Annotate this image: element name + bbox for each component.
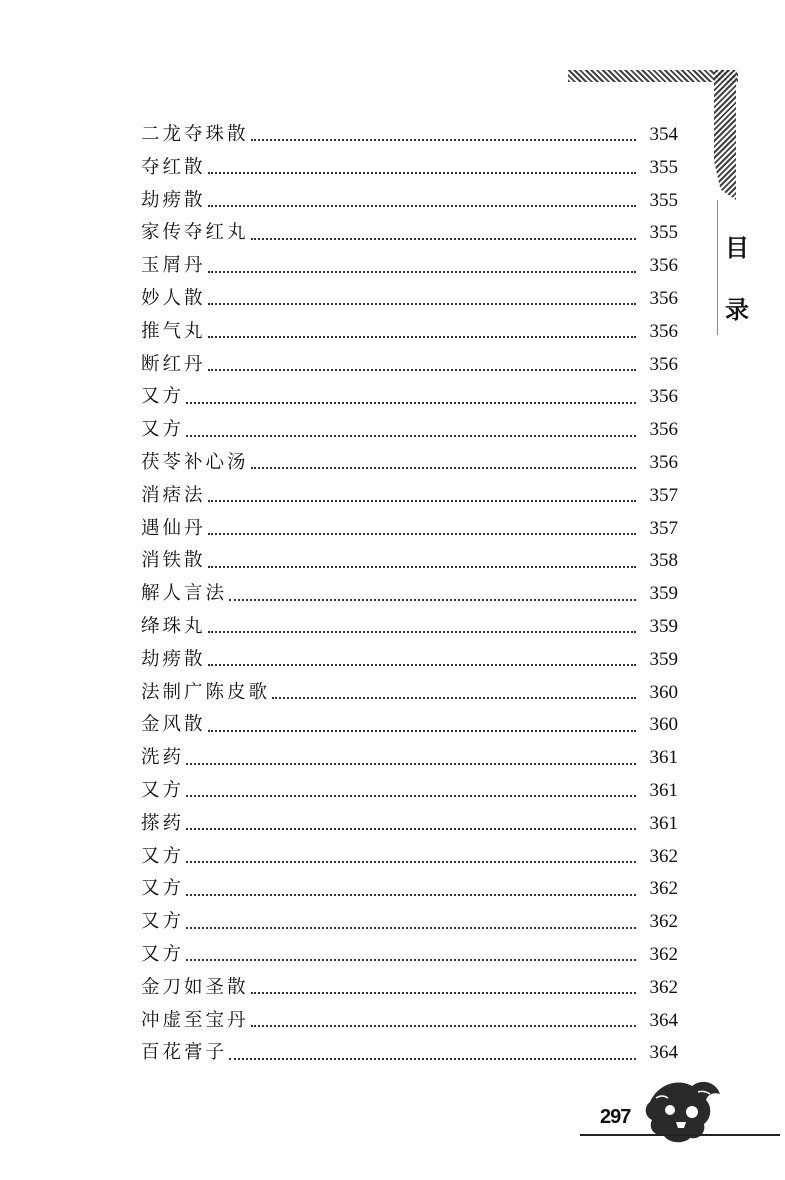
toc-dot-leader [229,1058,636,1060]
toc-dot-leader [251,238,636,240]
side-header-char-1: 目 [725,234,749,262]
toc-entry-page: 356 [649,255,678,277]
toc-entry-page: 360 [649,714,678,736]
toc-entry-page: 358 [649,550,678,572]
toc-dot-leader [229,599,636,601]
toc-entry-title: 推气丸 [141,320,206,342]
toc-entry-title: 遇仙丹 [141,517,206,539]
toc-dot-leader [251,467,636,469]
toc-dot-leader [186,894,636,896]
toc-entry-page: 356 [649,353,678,375]
toc-dot-leader [208,664,636,666]
toc-entry-page: 362 [649,943,678,965]
toc-entry-title: 又方 [141,911,185,933]
toc-entry[interactable] [141,513,678,546]
toc-entry-page: 355 [649,156,678,178]
toc-entry-title: 金风散 [141,714,206,736]
toc-entry-title: 玉屑丹 [141,255,206,277]
toc-entry[interactable] [141,480,678,513]
toc-dot-leader [208,369,636,371]
toc-entry-page: 364 [649,1042,678,1064]
toc-dot-leader [186,828,636,830]
toc-entry-title: 又方 [141,878,185,900]
toc-entry-page: 356 [649,386,678,408]
toc-dot-leader [186,861,636,863]
toc-entry-title: 夺红散 [141,156,206,178]
toc-dot-leader [208,271,636,273]
toc-entry[interactable] [141,939,678,972]
toc-entry-title: 消痞法 [141,484,206,506]
toc-entry[interactable] [141,873,678,906]
toc-dot-leader [186,402,636,404]
footer-rule [580,1134,780,1136]
toc-entry[interactable] [141,742,678,775]
toc-entry-title: 洗药 [141,747,185,769]
toc-dot-leader [208,533,636,535]
toc-entry-page: 356 [649,287,678,309]
page-number: 297 [600,1106,631,1128]
side-header-char-2: 录 [725,296,749,324]
toc-entry[interactable] [141,709,678,742]
toc-dot-leader [251,1025,636,1027]
toc-entry-title: 劫痨散 [141,189,206,211]
toc-entry-page: 356 [649,320,678,342]
toc-entry[interactable] [141,1037,678,1070]
side-divider [717,200,718,335]
toc-entry[interactable] [141,250,678,283]
toc-entry[interactable] [141,316,678,349]
toc-entry[interactable] [141,841,678,874]
toc-entry[interactable] [141,217,678,250]
toc-entry-page: 362 [649,911,678,933]
toc-entry-title: 二龙夺珠散 [141,124,249,145]
toc-entry-title: 百花膏子 [141,1042,228,1064]
toc-entry-page: 355 [649,222,678,244]
toc-entry-page: 362 [649,976,678,998]
toc-dot-leader [208,336,636,338]
toc-entry[interactable] [141,1005,678,1038]
toc-entry-title: 消铁散 [141,550,206,572]
toc-entry-page: 355 [649,189,678,211]
toc-entry[interactable] [141,972,678,1005]
toc-entry-title: 妙人散 [141,287,206,309]
toc-entry-page: 356 [649,451,678,473]
toc-entry[interactable] [141,611,678,644]
toc-dot-leader [272,697,636,699]
corner-ornament-band [568,70,738,82]
toc-entry-title: 又方 [141,845,185,867]
toc-dot-leader [186,435,636,437]
toc-entry-page: 361 [649,812,678,834]
toc-entry[interactable] [141,185,678,218]
table-of-contents [141,119,678,1070]
toc-entry-title: 冲虚至宝丹 [141,1009,249,1031]
toc-dot-leader [208,303,636,305]
toc-entry-title: 茯苓补心汤 [141,451,249,473]
toc-entry[interactable] [141,414,678,447]
corner-ornament-vertical [714,70,736,200]
toc-entry[interactable] [141,775,678,808]
toc-dot-leader [208,205,636,207]
toc-entry[interactable] [141,578,678,611]
toc-entry[interactable] [141,349,678,382]
toc-entry-title: 法制广陈皮歌 [141,681,271,703]
toc-entry-title: 家传夺红丸 [141,222,249,244]
toc-entry-page: 354 [649,124,678,145]
toc-entry[interactable] [141,644,678,677]
toc-entry[interactable] [141,283,678,316]
toc-entry-page: 357 [649,484,678,506]
toc-dot-leader [251,992,636,994]
toc-entry-title: 又方 [141,386,185,408]
toc-entry-page: 357 [649,517,678,539]
toc-entry-title: 又方 [141,779,185,801]
toc-entry[interactable] [141,152,678,185]
toc-entry[interactable] [141,381,678,414]
toc-entry-page: 359 [649,615,678,637]
toc-dot-leader [208,172,636,174]
toc-dot-leader [208,500,636,502]
toc-entry-title: 绛珠丸 [141,615,206,637]
toc-entry[interactable] [141,545,678,578]
toc-entry-title: 断红丹 [141,353,206,375]
toc-entry[interactable] [141,677,678,710]
toc-entry-title: 解人言法 [141,583,228,605]
toc-entry-page: 361 [649,747,678,769]
toc-entry-page: 356 [649,419,678,441]
toc-entry-title: 又方 [141,943,185,965]
toc-entry-title: 又方 [141,419,185,441]
toc-entry[interactable] [141,447,678,480]
toc-entry-page: 360 [649,681,678,703]
toc-entry-page: 362 [649,845,678,867]
toc-dot-leader [186,763,636,765]
toc-entry[interactable] [141,906,678,939]
toc-dot-leader [208,631,636,633]
toc-entry-page: 359 [649,648,678,670]
toc-entry-title: 搽药 [141,812,185,834]
toc-entry-title: 劫痨散 [141,648,206,670]
toc-dot-leader [251,139,636,141]
toc-entry-page: 359 [649,583,678,605]
toc-dot-leader [186,927,636,929]
toc-entry-title: 金刀如圣散 [141,976,249,998]
toc-entry-page: 364 [649,1009,678,1031]
toc-entry[interactable] [141,119,678,152]
toc-entry-page: 361 [649,779,678,801]
toc-dot-leader [208,730,636,732]
toc-entry-page: 362 [649,878,678,900]
toc-dot-leader [186,959,636,961]
toc-dot-leader [208,566,636,568]
toc-entry[interactable] [141,808,678,841]
toc-dot-leader [186,795,636,797]
